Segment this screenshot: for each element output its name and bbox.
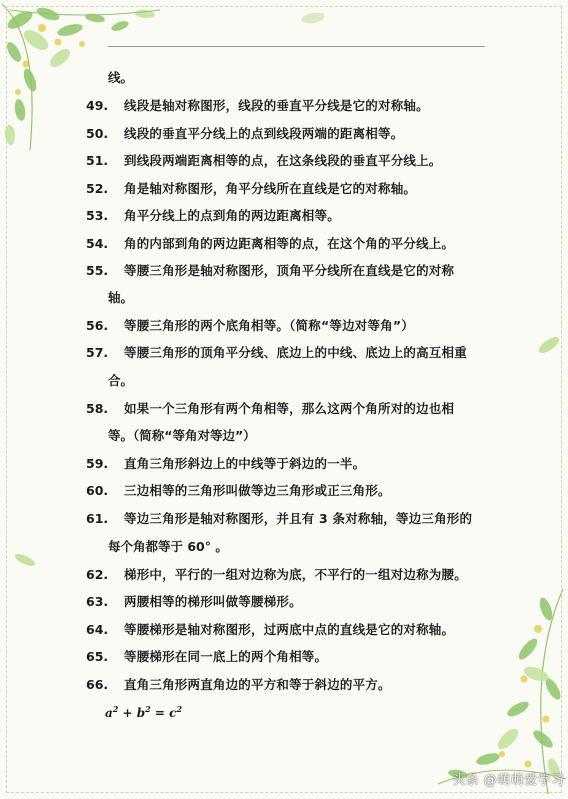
item-number: 64. (86, 622, 109, 637)
item-text: 等腰三角形的两个底角相等。（简称“等边对等角”） (124, 318, 414, 333)
item-number: 58. (86, 401, 109, 416)
item-number: 63. (86, 594, 109, 609)
formula-exp: 2 (176, 704, 183, 714)
item-text: 梯形中，平行的一组对边称为底，不平行的一组对边称为腰。 (124, 567, 467, 582)
item-number: 51. (86, 153, 109, 168)
item-text: 如果一个三角形有两个角相等，那么这两个角所对的边也相 (124, 401, 455, 416)
item-text-continuation: 等。（简称“等角对等边”） (108, 428, 256, 443)
item-number: 53. (86, 208, 109, 223)
formula-plus: + (118, 706, 137, 720)
watermark: 头条 @萌萌爱学习 (452, 773, 565, 788)
continuation-text: 线。 (108, 70, 134, 85)
item-text: 角是轴对称图形，角平分线所在直线是它的对称轴。 (124, 181, 417, 196)
formula-a: a (105, 706, 113, 720)
item-text: 等腰三角形是轴对称图形，顶角平分线所在直线是它的对称 (124, 263, 455, 278)
item-number: 57. (86, 345, 109, 360)
item-number: 65. (86, 649, 109, 664)
item-text: 两腰相等的梯形叫做等腰梯形。 (124, 594, 302, 609)
pythagorean-formula (105, 704, 182, 720)
item-text: 等腰梯形是轴对称图形，过两底中点的直线是它的对称轴。 (124, 622, 455, 637)
item-text-continuation: 合。 (108, 373, 134, 388)
item-number: 49. (86, 98, 109, 113)
item-number: 55. (86, 263, 109, 278)
item-text: 线段的垂直平分线上的点到线段两端的距离相等。 (124, 126, 404, 141)
item-text: 线段是轴对称图形，线段的垂直平分线是它的对称轴。 (124, 98, 429, 113)
item-text: 等边三角形是轴对称图形，并且有 3 条对称轴，等边三角形的 (124, 511, 473, 526)
item-text: 角的内部到角的两边距离相等的点，在这个角的平分线上。 (124, 236, 455, 251)
formula-exp: 2 (112, 704, 119, 714)
item-text: 角平分线上的点到角的两边距离相等。 (124, 208, 340, 223)
item-text: 直角三角形斜边上的中线等于斜边的一半。 (124, 456, 366, 471)
formula-b: b (136, 706, 146, 720)
item-text: 直角三角形两直角边的平方和等于斜边的平方。 (124, 677, 391, 692)
item-number: 59. (86, 456, 109, 471)
item-number: 60. (86, 483, 109, 498)
item-number: 52. (86, 181, 109, 196)
item-text: 到线段两端距离相等的点，在这条线段的垂直平分线上。 (124, 153, 442, 168)
item-text: 三边相等的三角形叫做等边三角形或正三角形。 (124, 483, 391, 498)
item-text: 等腰梯形在同一底上的两个角相等。 (124, 649, 328, 664)
item-text-continuation: 每个角都等于 60° 。 (108, 539, 228, 554)
item-text: 等腰三角形的顶角平分线、底边上的中线、底边上的高互相重 (124, 345, 467, 360)
formula-exp: 2 (145, 704, 151, 714)
formula-equals: = (150, 706, 170, 720)
item-number: 50. (86, 126, 109, 141)
item-number: 61. (86, 511, 109, 526)
item-number: 66. (86, 677, 109, 692)
item-number: 54. (86, 236, 109, 251)
formula-c: c (169, 706, 177, 720)
item-number: 56. (86, 318, 109, 333)
item-number: 62. (86, 567, 109, 582)
item-text-continuation: 轴。 (108, 290, 134, 305)
